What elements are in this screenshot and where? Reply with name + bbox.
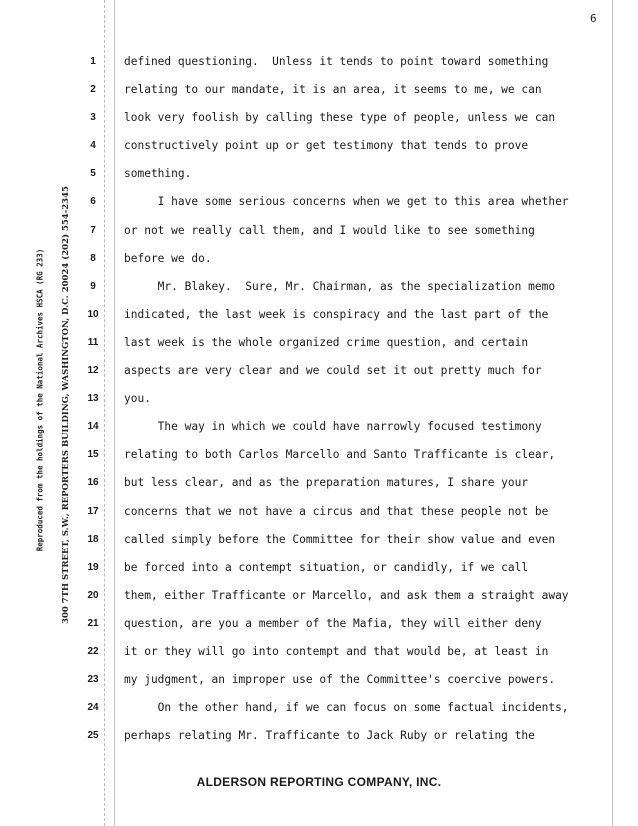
line-numbers bbox=[84, 53, 102, 755]
transcript-line: you. bbox=[124, 392, 151, 406]
line-number: 4 bbox=[90, 140, 96, 152]
line-number: 3 bbox=[90, 112, 96, 124]
margin-rule-dashed bbox=[104, 0, 105, 826]
transcript-line: before we do. bbox=[124, 251, 212, 265]
transcript-line: be forced into a contempt situation, or candidly, if we call bbox=[124, 560, 529, 574]
archive-stamp: Reproduced from the holdings of the National Archives HSCA (RG 233) bbox=[35, 248, 45, 552]
line-number: 7 bbox=[90, 224, 96, 236]
transcript-line: but less clear, and as the preparation matures, I share your bbox=[124, 476, 529, 490]
transcript-line: indicated, the last week is conspiracy and the last part of the bbox=[124, 307, 549, 321]
line-number: 22 bbox=[87, 645, 99, 657]
transcript-line: last week is the whole organized crime question, and certain bbox=[124, 335, 529, 349]
line-number: 19 bbox=[87, 561, 99, 573]
line-number: 20 bbox=[87, 589, 99, 601]
line-number: 15 bbox=[87, 449, 99, 461]
line-number: 25 bbox=[87, 730, 99, 742]
line-number: 2 bbox=[90, 84, 96, 96]
transcript-line: Mr. Blakey. Sure, Mr. Chairman, as the specialization memo bbox=[124, 279, 556, 293]
transcript-line: relating to both Carlos Marcello and Santo Trafficante is clear, bbox=[124, 448, 556, 462]
transcript-line: constructively point up or get testimony that tends to prove bbox=[124, 139, 529, 153]
transcript-text bbox=[124, 53, 614, 755]
line-number: 8 bbox=[90, 252, 96, 264]
line-number: 10 bbox=[87, 308, 99, 320]
transcript-line: defined questioning. Unless it tends to point toward something bbox=[124, 55, 549, 68]
line-number: 24 bbox=[87, 702, 99, 714]
reporter-address: 300 7TH STREET, S.W., REPORTERS BUILDING, WASHINGTON, D.C. 20024 (202) 554-2345 bbox=[61, 186, 71, 624]
line-number: 1 bbox=[90, 56, 96, 67]
transcript-line: perhaps relating Mr. Trafficante to Jack Ruby or relating the bbox=[124, 729, 535, 743]
transcript-line: concerns that we not have a circus and that these people not be bbox=[124, 504, 549, 518]
transcript-line: something. bbox=[124, 167, 192, 181]
line-number: 21 bbox=[87, 617, 99, 629]
line-number: 13 bbox=[87, 393, 99, 405]
footer-company: ALDERSON REPORTING COMPANY, INC. bbox=[196, 775, 442, 789]
line-number: 18 bbox=[87, 533, 99, 545]
transcript-line: it or they will go into contempt and that would be, at least in bbox=[124, 644, 549, 658]
transcript-line: The way in which we could have narrowly focused testimony bbox=[124, 420, 542, 434]
transcript-line: question, are you a member of the Mafia, they will either deny bbox=[124, 616, 542, 630]
line-number: 17 bbox=[87, 505, 99, 517]
line-number: 16 bbox=[87, 477, 99, 489]
margin-rule-left bbox=[114, 0, 115, 826]
page-number: 6 bbox=[590, 12, 597, 25]
transcript-line: or not we really call them, and I would like to see something bbox=[124, 223, 535, 237]
line-number: 14 bbox=[87, 421, 99, 433]
line-number: 9 bbox=[90, 280, 96, 292]
transcript-line: look very foolish by calling these type of people, unless we can bbox=[124, 111, 556, 125]
line-number: 6 bbox=[90, 196, 96, 208]
transcript-line: relating to our mandate, it is an area, it seems to me, we can bbox=[124, 83, 542, 97]
transcript-line: them, either Trafficante or Marcello, and ask them a straight away bbox=[124, 588, 569, 602]
transcript-line: called simply before the Committee for their show value and even bbox=[124, 532, 556, 546]
line-number: 23 bbox=[87, 674, 99, 686]
line-number: 11 bbox=[87, 336, 99, 348]
transcript-line: my judgment, an improper use of the Committee's coercive powers. bbox=[124, 673, 556, 687]
transcript-line: On the other hand, if we can focus on some factual incidents, bbox=[124, 701, 569, 715]
line-number: 5 bbox=[90, 168, 96, 180]
line-number: 12 bbox=[87, 365, 99, 377]
transcript-line: aspects are very clear and we could set it out pretty much for bbox=[124, 364, 542, 378]
transcript-line: I have some serious concerns when we get to this area whether bbox=[124, 195, 569, 209]
